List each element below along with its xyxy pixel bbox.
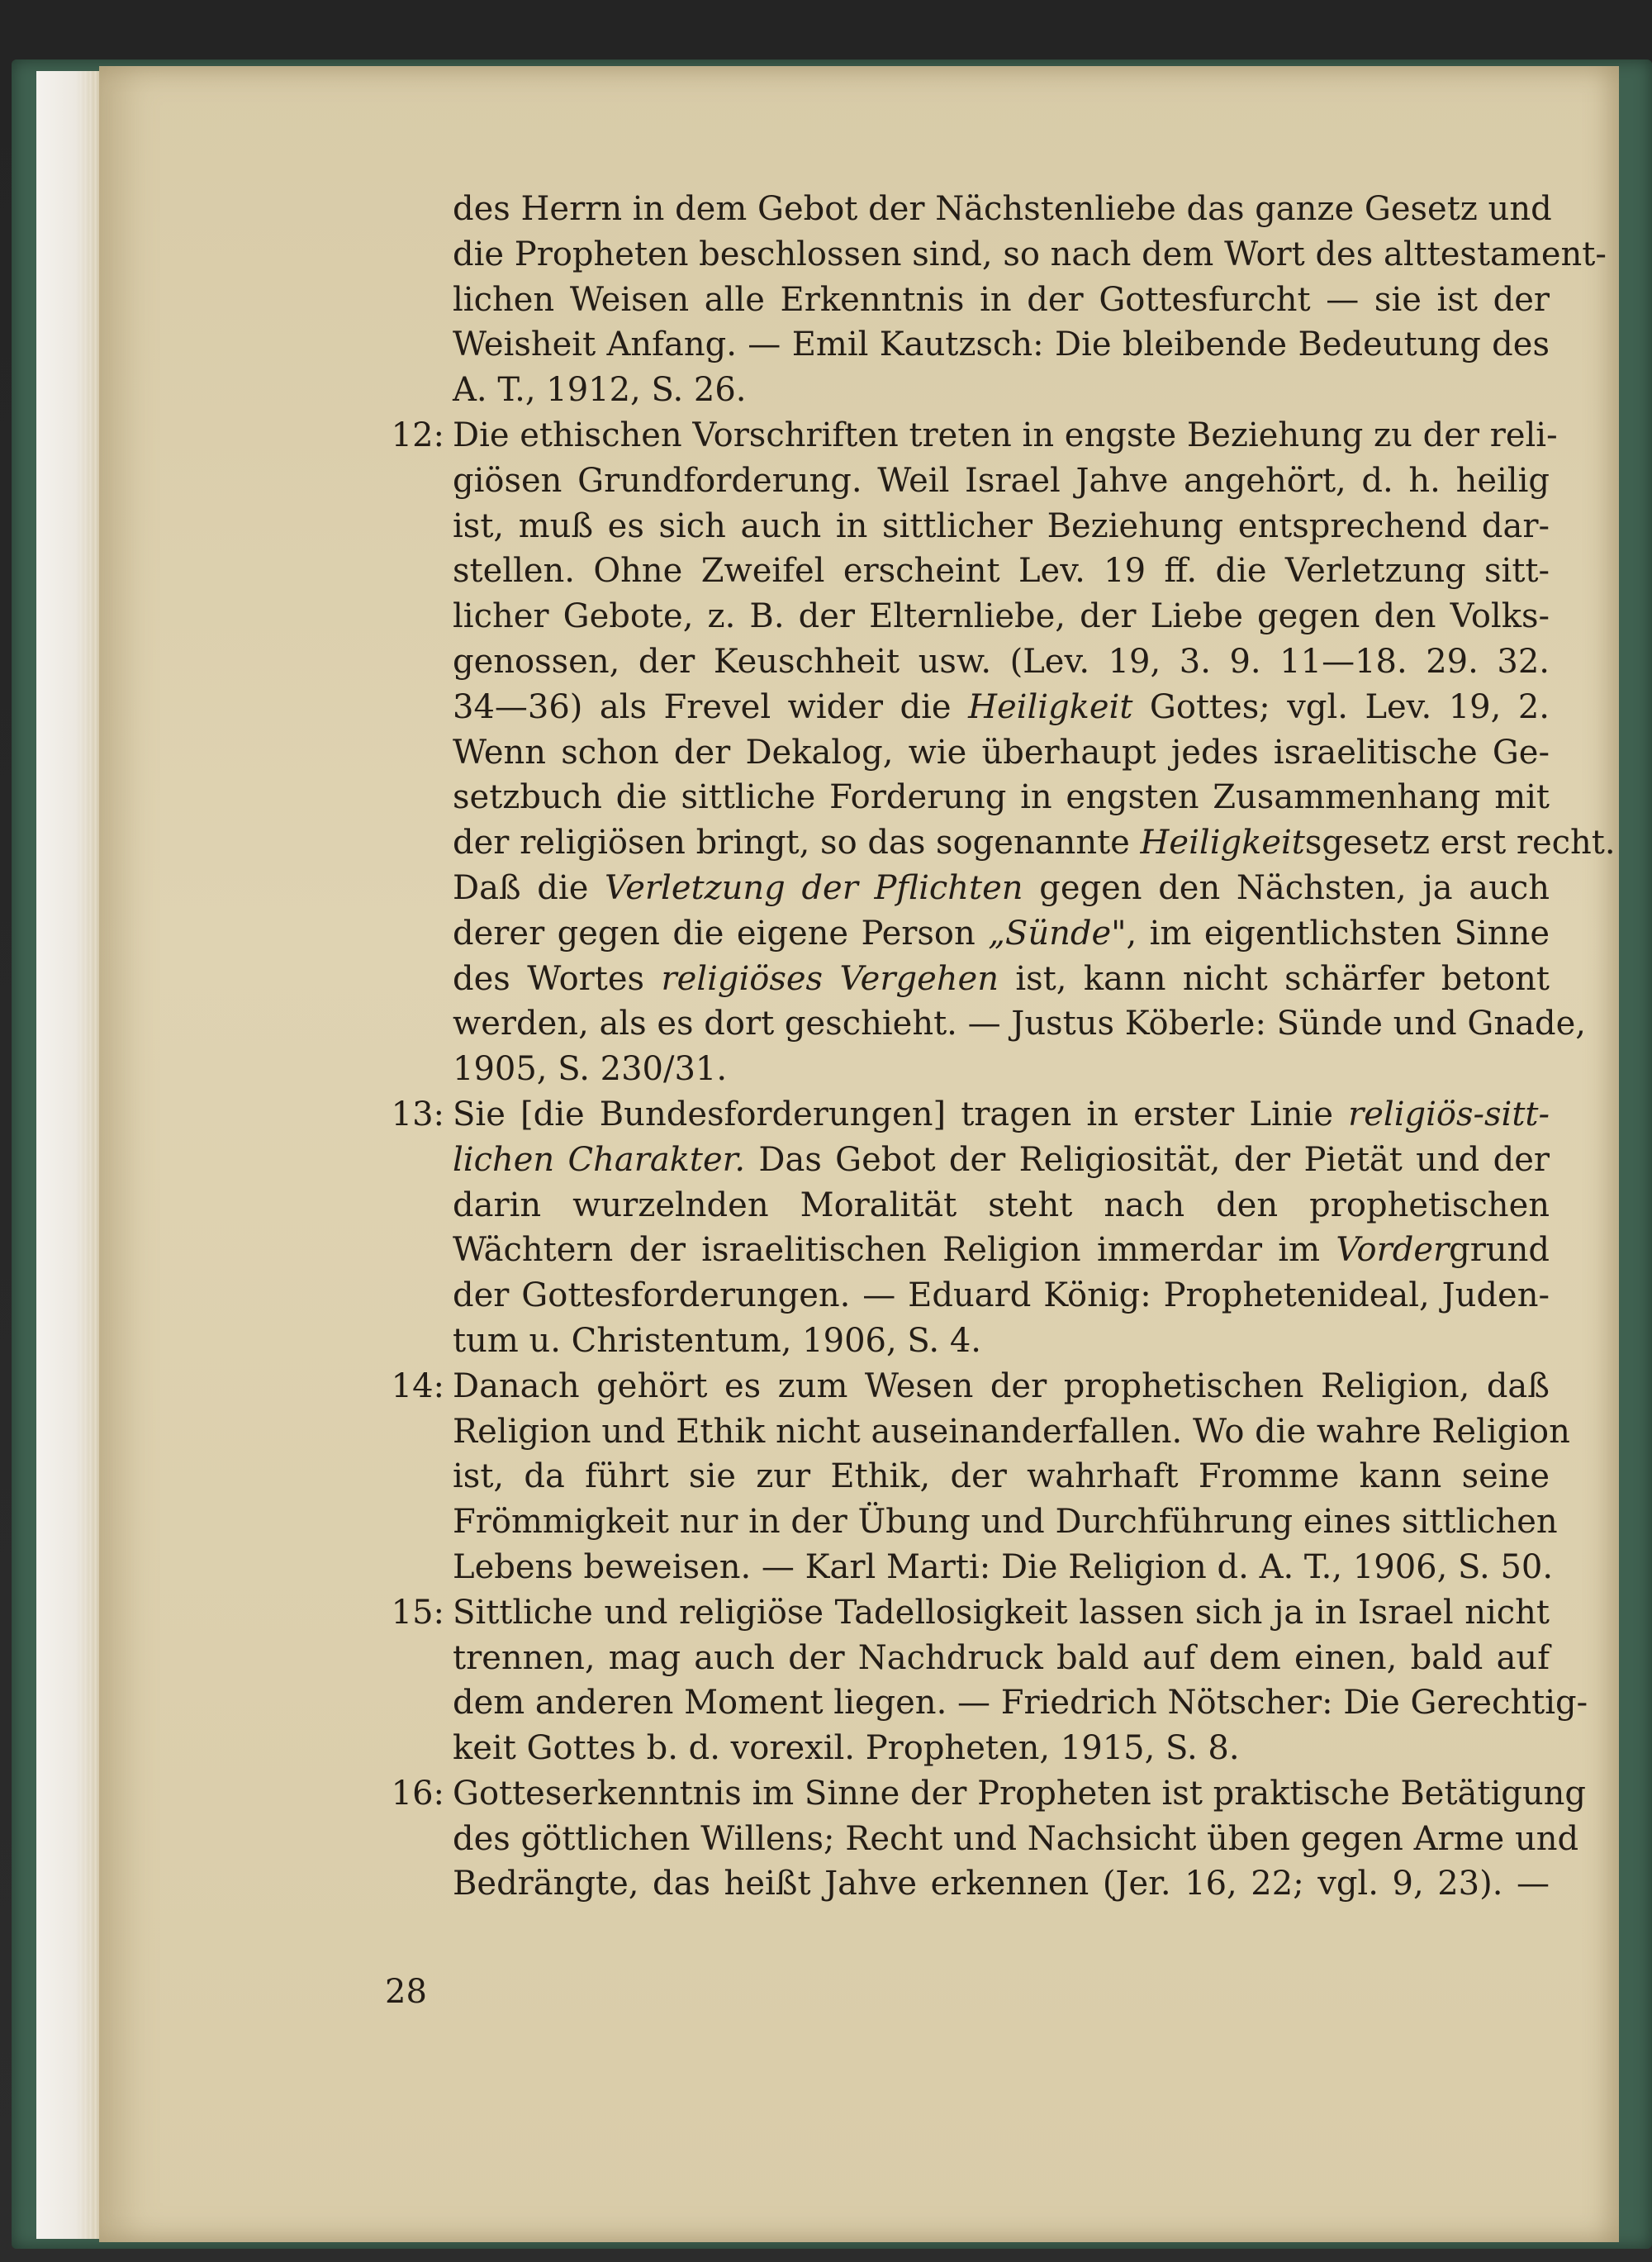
text-line: werden, als es dort geschieht. — Justus Köberle: Sünde und Gnade,	[453, 1005, 1586, 1043]
text-line: genossen, der Keuschheit usw. (Lev. 19, 3. 9. 11—18. 29. 32.	[453, 642, 1550, 681]
text-line: A. T., 1912, S. 26.	[453, 371, 747, 410]
text-line: Sie [die Bundesforderungen] tragen in erster Linie religiös-sitt-	[453, 1095, 1550, 1133]
text-line: Wenn schon der Dekalog, wie überhaupt jedes israelitische Ge-	[453, 733, 1550, 772]
text-line: Weisheit Anfang. — Emil Kautzsch: Die bleibende Bedeutung des	[453, 326, 1550, 364]
page-text	[391, 187, 1616, 1907]
note-12	[391, 413, 1616, 1092]
text-line: Religion und Ethik nicht auseinanderfallen. Wo die wahre Religion	[453, 1412, 1570, 1451]
text-line: trennen, mag auch der Nachdruck bald auf dem einen, bald auf	[453, 1638, 1550, 1677]
page-number: 28	[385, 1973, 427, 2011]
note-15	[391, 1590, 1588, 1771]
text-line: Lebens beweisen. — Karl Marti: Die Religion d. A. T., 1906, S. 50.	[453, 1547, 1554, 1586]
text-line: 1905, S. 230/31.	[453, 1050, 728, 1089]
note-number: 12:	[391, 416, 444, 454]
text-line: des Wortes religiöses Vergehen ist, kann nicht schärfer betont	[453, 959, 1550, 998]
text-line: des Herrn in dem Gebot der Nächstenliebe das ganze Gesetz und	[453, 190, 1552, 228]
text-line: setzbuch die sittliche Forderung in engsten Zusammenhang mit	[453, 778, 1550, 817]
note-number: 13:	[391, 1095, 444, 1133]
text-line: Gotteserkenntnis im Sinne der Propheten ist praktische Betätigung	[453, 1774, 1586, 1813]
text-line: Wächtern der israelitischen Religion immerdar im Vordergrund	[453, 1231, 1550, 1270]
flyleaf-edge	[36, 71, 107, 2239]
text-line: ist, muß es sich auch in sittlicher Beziehung entsprechend dar-	[453, 506, 1550, 545]
text-line: stellen. Ohne Zweifel erscheint Lev. 19 ff. die Verletzung sitt-	[453, 552, 1550, 591]
text-line: 34—36) als Frevel wider die Heiligkeit Gottes; vgl. Lev. 19, 2.	[453, 687, 1550, 726]
note-number: 16:	[391, 1774, 444, 1813]
text-line: Sittliche und religiöse Tadellosigkeit lassen sich ja in Israel nicht	[453, 1593, 1550, 1632]
note-16	[391, 1771, 1586, 1907]
note-number: 15:	[391, 1593, 444, 1632]
text-line: der Gottesforderungen. — Eduard König: Prophetenideal, Juden-	[453, 1276, 1550, 1315]
text-line: ist, da führt sie zur Ethik, der wahrhaft Fromme kann seine	[453, 1457, 1550, 1496]
text-line: keit Gottes b. d. vorexil. Propheten, 1915, S. 8.	[453, 1729, 1240, 1768]
text-line: licher Gebote, z. B. der Elternliebe, der Liebe gegen den Volks-	[453, 597, 1550, 636]
note-13	[391, 1092, 1550, 1364]
text-line: Daß die Verletzung der Pflichten gegen den Nächsten, ja auch	[453, 868, 1550, 907]
text-line: des göttlichen Willens; Recht und Nachsicht üben gegen Arme und	[453, 1819, 1579, 1858]
text-line: Bedrängte, das heißt Jahve erkennen (Jer. 16, 22; vgl. 9, 23). —	[453, 1865, 1550, 1903]
text-line: der religiösen bringt, so das sogenannte Heiligkeitsgesetz erst recht.	[453, 824, 1616, 863]
text-line: giösen Grundforderung. Weil Israel Jahve angehört, d. h. heilig	[453, 461, 1550, 500]
text-line: derer gegen die eigene Person „Sünde", im eigentlichsten Sinne	[453, 914, 1550, 953]
text-line: Die ethischen Vorschriften treten in engste Beziehung zu der reli-	[453, 416, 1558, 454]
note-14	[391, 1364, 1570, 1590]
text-line: Frömmigkeit nur in der Übung und Durchführung eines sittlichen	[453, 1503, 1558, 1542]
note-number: 14:	[391, 1366, 444, 1405]
text-line: lichen Weisen alle Erkenntnis in der Gottesfurcht — sie ist der	[453, 280, 1550, 319]
text-line: dem anderen Moment liegen. — Friedrich Nötscher: Die Gerechtig-	[453, 1684, 1588, 1723]
intro-paragraph	[453, 187, 1607, 413]
text-line: lichen Charakter. Das Gebot der Religiosität, der Pietät und der	[453, 1140, 1550, 1179]
text-line: darin wurzelnden Moralität steht nach den prophetischen	[453, 1186, 1550, 1224]
text-line: Danach gehört es zum Wesen der prophetischen Religion, daß	[453, 1366, 1550, 1405]
text-line: die Propheten beschlossen sind, so nach dem Wort des alttestament-	[453, 235, 1607, 273]
text-line: tum u. Christentum, 1906, S. 4.	[453, 1321, 981, 1360]
